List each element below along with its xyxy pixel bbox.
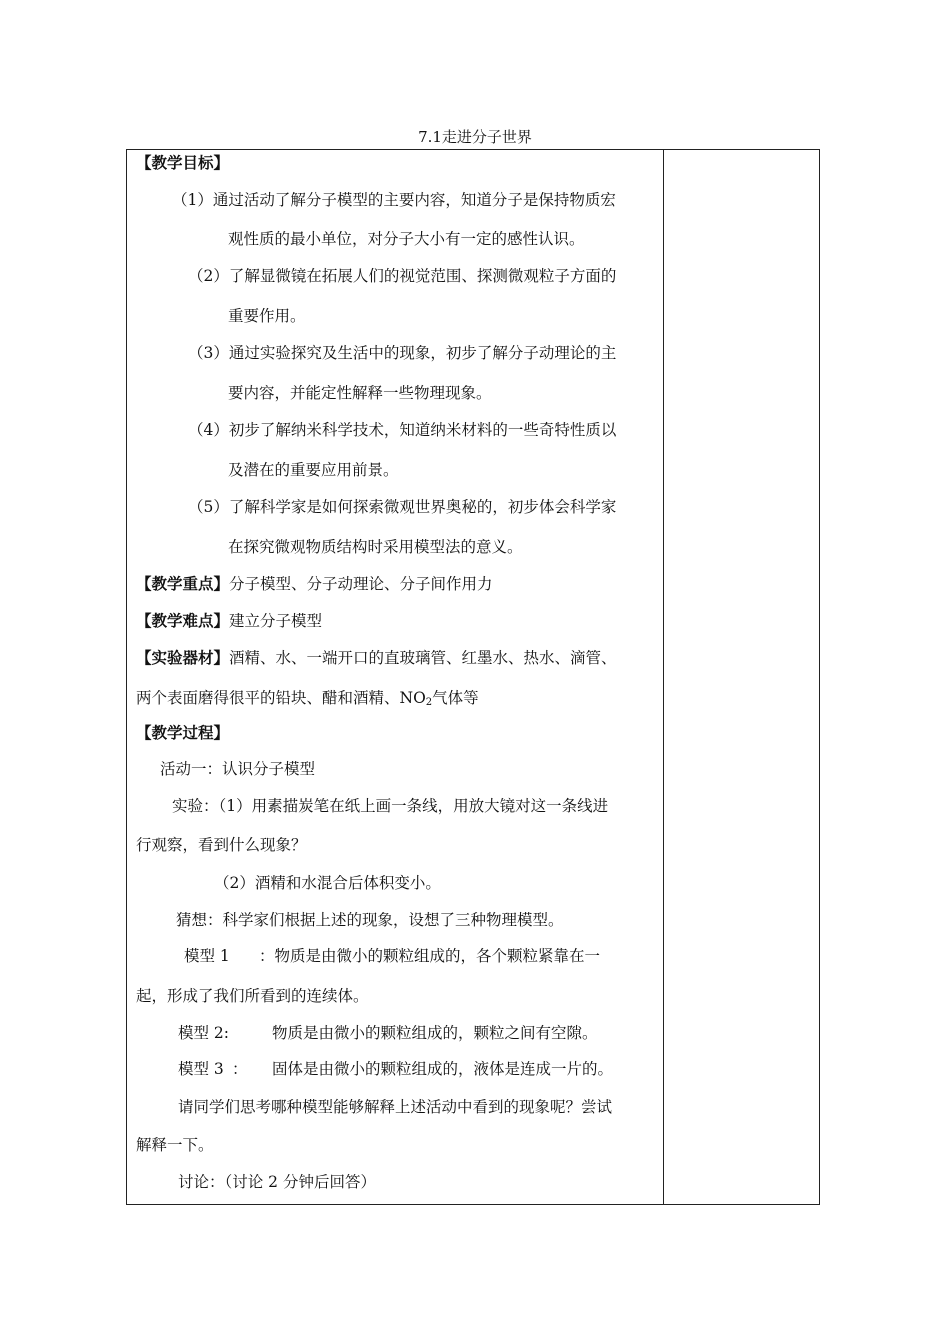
objective-3-line-1: （3）通过实验探究及生活中的现象，初步了解分子动理论的主 bbox=[188, 344, 617, 362]
model-3-colon: ： bbox=[232, 1060, 248, 1078]
think-line-1: 请同学们思考哪种模型能够解释上述活动中看到的现象呢？尝试 bbox=[178, 1098, 613, 1116]
objective-2-line-2: 重要作用。 bbox=[228, 307, 306, 325]
difficulty-label: 【教学难点】 bbox=[136, 611, 230, 630]
key-points-text: 分子模型、分子动理论、分子间作用力 bbox=[229, 575, 493, 593]
think-line-2: 解释一下。 bbox=[136, 1136, 214, 1154]
model-3-label: 模型 3 bbox=[178, 1060, 224, 1078]
key-points-label: 【教学重点】 bbox=[136, 574, 230, 593]
equipment-text-2b: 气体等 bbox=[432, 689, 479, 707]
objective-4-line-2: 及潜在的重要应用前景。 bbox=[228, 461, 399, 479]
equipment-subscript: 2 bbox=[425, 697, 433, 708]
equipment-line-2 bbox=[136, 687, 479, 714]
difficulty-row bbox=[136, 610, 322, 632]
experiment-2: （2）酒精和水混合后体积变小。 bbox=[214, 874, 441, 892]
column-divider bbox=[663, 149, 664, 1205]
experiment-line-2: 行观察，看到什么现象？ bbox=[136, 836, 307, 854]
process-heading: 【教学过程】 bbox=[136, 723, 230, 742]
discussion-text: 讨论：（讨论 2 分钟后回答） bbox=[178, 1173, 376, 1191]
activity-1: 活动一：认识分子模型 bbox=[160, 760, 316, 778]
objectives-heading: 【教学目标】 bbox=[136, 153, 230, 172]
equipment-label: 【实验器材】 bbox=[136, 648, 230, 667]
page-title: 7.1走进分子世界 bbox=[418, 128, 532, 146]
objective-4-line-1: （4）初步了解纳米科学技术，知道纳米材料的一些奇特性质以 bbox=[188, 421, 617, 439]
difficulty-text: 建立分子模型 bbox=[229, 612, 323, 630]
objective-1-line-2: 观性质的最小单位，对分子大小有一定的感性认识。 bbox=[228, 230, 585, 248]
equipment-text-1: 酒精、水、一端开口的直玻璃管、红墨水、热水、滴管、 bbox=[229, 649, 617, 667]
model-3-text: 固体是由微小的颗粒组成的，液体是连成一片的。 bbox=[272, 1060, 614, 1078]
model-1-line-2: 起，形成了我们所看到的连续体。 bbox=[136, 987, 369, 1005]
equipment-row bbox=[136, 647, 617, 669]
model-2-text: 物质是由微小的颗粒组成的，颗粒之间有空隙。 bbox=[272, 1024, 598, 1042]
objective-5-line-1: （5）了解科学家是如何探索微观世界奥秘的，初步体会科学家 bbox=[188, 498, 617, 516]
objective-2-line-1: （2）了解显微镜在拓展人们的视觉范围、探测微观粒子方面的 bbox=[188, 267, 617, 285]
objective-3-line-2: 要内容，并能定性解释一些物理现象。 bbox=[228, 384, 492, 402]
objective-5-line-2: 在探究微观物质结构时采用模型法的意义。 bbox=[228, 538, 523, 556]
equipment-text-2a: 两个表面磨得很平的铅块、醋和酒精、NO bbox=[136, 689, 426, 707]
objective-1-line-1: （1）通过活动了解分子模型的主要内容，知道分子是保持物质宏 bbox=[172, 191, 616, 209]
key-points-row bbox=[136, 573, 493, 595]
experiment-line-1: 实验：（1）用素描炭笔在纸上画一条线，用放大镜对这一条线进 bbox=[172, 797, 609, 815]
model-1-label: 模型 1 bbox=[184, 947, 230, 965]
model-1-text: ：物质是由微小的颗粒组成的，各个颗粒紧靠在一 bbox=[259, 947, 601, 965]
model-2-label: 模型 2: bbox=[178, 1024, 230, 1042]
guess-text: 猜想：科学家们根据上述的现象，设想了三种物理模型。 bbox=[176, 911, 564, 929]
